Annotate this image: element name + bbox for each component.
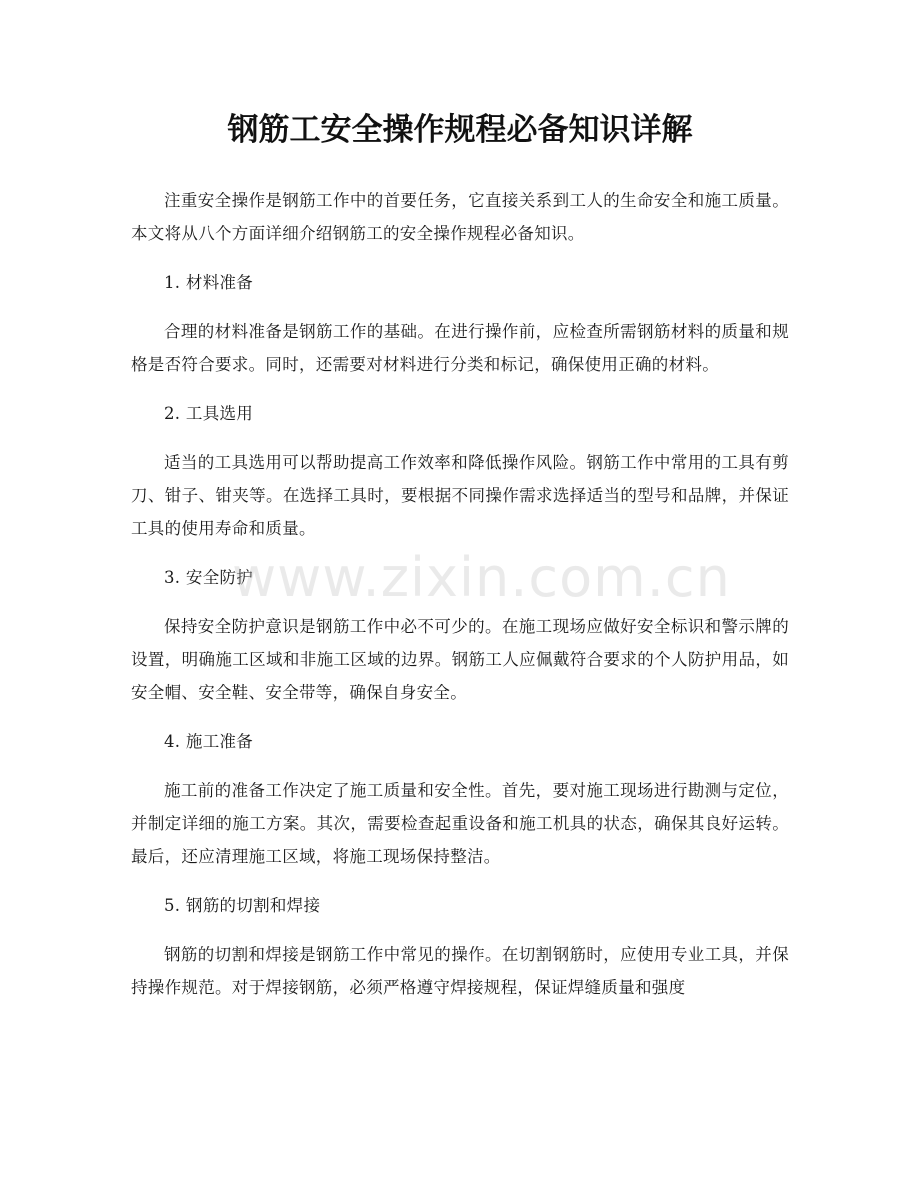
section-body-3: 保持安全防护意识是钢筋工作中必不可少的。在施工现场应做好安全标识和警示牌的设置，明确施工区域和非施工区域的边界。钢筋工人应佩戴符合要求的个人防护用品，如安全帽、安全鞋、安全带等，确保自身安全。 [131,617,789,702]
section-heading-4: 4. 施工准备 [164,732,254,751]
document-title: 钢筋工安全操作规程必备知识详解 [227,112,693,148]
section-heading-5: 5. 钢筋的切割和焊接 [164,896,321,915]
section-heading-2: 2. 工具选用 [164,404,254,423]
section-heading-1: 1. 材料准备 [164,273,254,292]
section-body-1: 合理的材料准备是钢筋工作的基础。在进行操作前，应检查所需钢筋材料的质量和规格是否符合要求。同时，还需要对材料进行分类和标记，确保使用正确的材料。 [131,322,789,374]
intro-paragraph: 注重安全操作是钢筋工作中的首要任务，它直接关系到工人的生命安全和施工质量。本文将从八个方面详细介绍钢筋工的安全操作规程必备知识。 [131,191,789,243]
section-heading-3: 3. 安全防护 [164,568,254,587]
section-body-4: 施工前的准备工作决定了施工质量和安全性。首先，要对施工现场进行勘测与定位，并制定详细的施工方案。其次，需要检查起重设备和施工机具的状态，确保其良好运转。最后，还应清理施工区域，将施工现场保持整洁。 [131,781,789,866]
section-body-2: 适当的工具选用可以帮助提高工作效率和降低操作风险。钢筋工作中常用的工具有剪刀、钳子、钳夹等。在选择工具时，要根据不同操作需求选择适当的型号和品牌，并保证工具的使用寿命和质量。 [131,453,789,538]
section-body-5: 钢筋的切割和焊接是钢筋工作中常见的操作。在切割钢筋时，应使用专业工具，并保持操作规范。对于焊接钢筋，必须严格遵守焊接规程，保证焊缝质量和强度 [131,945,789,997]
watermark: www.zixin.com.cn [232,546,731,609]
document-body [131,184,789,1020]
